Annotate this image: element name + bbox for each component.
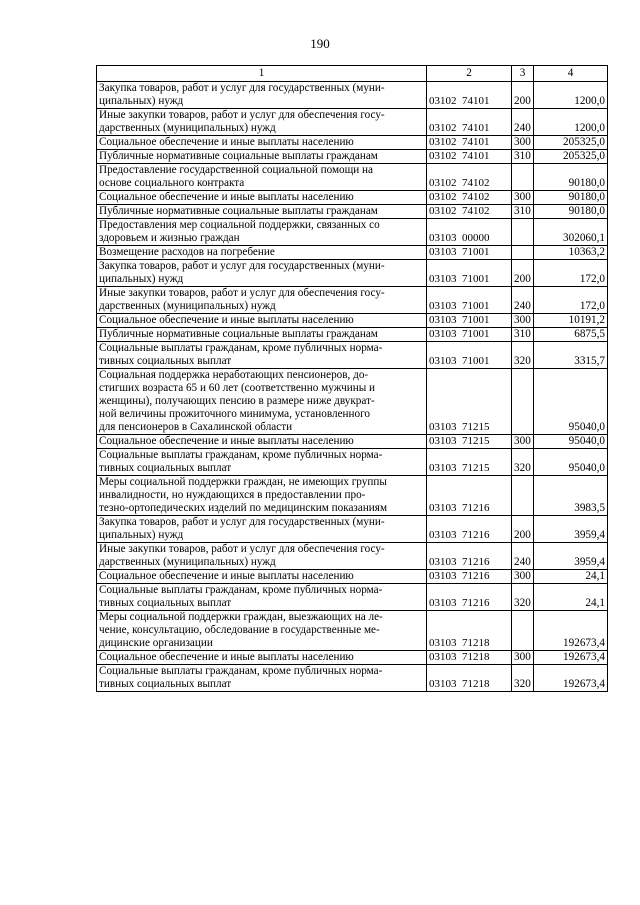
row-target-code: 03103 71001 [427, 314, 512, 328]
row-target-code: 03103 71215 [427, 435, 512, 449]
column-header-type: 3 [512, 66, 534, 82]
row-expense-type [512, 164, 534, 191]
row-target-code: 03103 71218 [427, 651, 512, 665]
row-name: Социальные выплаты гражданам, кроме публичных норма- тивных социальных выплат [97, 665, 427, 692]
table-row [97, 369, 608, 435]
table-row [97, 205, 608, 219]
row-expense-type [512, 611, 534, 651]
table-row [97, 584, 608, 611]
table-row [97, 191, 608, 205]
row-expense-type: 310 [512, 150, 534, 164]
row-target-code: 03103 71216 [427, 543, 512, 570]
row-expense-type: 240 [512, 109, 534, 136]
row-name: Социальное обеспечение и иные выплаты населению [97, 651, 427, 665]
row-target-code: 03102 74101 [427, 109, 512, 136]
table-row [97, 543, 608, 570]
table-row [97, 328, 608, 342]
row-sum: 6875,5 [534, 328, 608, 342]
row-target-code: 03103 71001 [427, 287, 512, 314]
row-sum: 90180,0 [534, 164, 608, 191]
row-sum: 90180,0 [534, 205, 608, 219]
row-target-code: 03103 71215 [427, 369, 512, 435]
row-expense-type: 320 [512, 584, 534, 611]
table-row [97, 246, 608, 260]
row-target-code: 03103 71001 [427, 342, 512, 369]
row-name: Меры социальной поддержки граждан, выезжающих на ле- чение, консультацию, обследование в государственные ме- дицинские организации [97, 611, 427, 651]
row-expense-type [512, 476, 534, 516]
row-target-code: 03102 74102 [427, 205, 512, 219]
row-sum: 3983,5 [534, 476, 608, 516]
row-target-code: 03103 71001 [427, 328, 512, 342]
row-name: Закупка товаров, работ и услуг для государственных (муни- ципальных) нужд [97, 516, 427, 543]
table-row [97, 476, 608, 516]
row-expense-type: 240 [512, 543, 534, 570]
row-expense-type [512, 369, 534, 435]
row-sum: 90180,0 [534, 191, 608, 205]
row-expense-type [512, 246, 534, 260]
row-expense-type: 200 [512, 82, 534, 109]
row-sum: 3959,4 [534, 543, 608, 570]
row-name: Иные закупки товаров, работ и услуг для обеспечения госу- дарственных (муниципальных) нужд [97, 109, 427, 136]
header-row [97, 66, 608, 82]
row-sum: 10363,2 [534, 246, 608, 260]
row-sum: 302060,1 [534, 219, 608, 246]
row-name: Социальное обеспечение и иные выплаты населению [97, 136, 427, 150]
row-sum: 24,1 [534, 584, 608, 611]
row-name: Меры социальной поддержки граждан, не имеющих группы инвалидности, но нуждающихся в предоставлении про- тезно-ортопедических изделий по медицинским показаниям [97, 476, 427, 516]
row-sum: 192673,4 [534, 665, 608, 692]
row-sum: 3315,7 [534, 342, 608, 369]
row-expense-type: 310 [512, 328, 534, 342]
row-expense-type: 200 [512, 516, 534, 543]
row-name: Публичные нормативные социальные выплаты гражданам [97, 150, 427, 164]
row-target-code: 03103 71215 [427, 449, 512, 476]
row-expense-type: 200 [512, 260, 534, 287]
row-sum: 205325,0 [534, 150, 608, 164]
row-expense-type: 240 [512, 287, 534, 314]
table-row [97, 435, 608, 449]
row-target-code: 03103 71001 [427, 260, 512, 287]
row-target-code: 03103 71001 [427, 246, 512, 260]
row-sum: 24,1 [534, 570, 608, 584]
table-row [97, 109, 608, 136]
row-name: Социальные выплаты гражданам, кроме публичных норма- тивных социальных выплат [97, 342, 427, 369]
row-expense-type [512, 219, 534, 246]
row-name: Закупка товаров, работ и услуг для государственных (муни- ципальных) нужд [97, 260, 427, 287]
row-target-code: 03102 74101 [427, 136, 512, 150]
row-expense-type: 300 [512, 136, 534, 150]
page-number: 190 [310, 36, 330, 51]
row-sum: 3959,4 [534, 516, 608, 543]
row-target-code: 03103 71216 [427, 476, 512, 516]
table-row [97, 164, 608, 191]
row-name: Социальное обеспечение и иные выплаты населению [97, 314, 427, 328]
row-sum: 10191,2 [534, 314, 608, 328]
row-sum: 95040,0 [534, 449, 608, 476]
row-sum: 95040,0 [534, 369, 608, 435]
table-row [97, 136, 608, 150]
table-row [97, 611, 608, 651]
table-row [97, 516, 608, 543]
table-row [97, 150, 608, 164]
row-name: Закупка товаров, работ и услуг для государственных (муни- ципальных) нужд [97, 82, 427, 109]
table-row [97, 287, 608, 314]
row-name: Социальное обеспечение и иные выплаты населению [97, 435, 427, 449]
row-sum: 192673,4 [534, 611, 608, 651]
column-header-name: 1 [97, 66, 427, 82]
row-target-code: 03103 71216 [427, 570, 512, 584]
row-name: Социальное обеспечение и иные выплаты населению [97, 570, 427, 584]
table-row [97, 314, 608, 328]
row-target-code: 03103 71218 [427, 665, 512, 692]
column-header-sum: 4 [534, 66, 608, 82]
row-expense-type: 300 [512, 651, 534, 665]
row-expense-type: 300 [512, 570, 534, 584]
row-target-code: 03103 71216 [427, 584, 512, 611]
row-target-code: 03103 71216 [427, 516, 512, 543]
row-sum: 1200,0 [534, 109, 608, 136]
column-header-code: 2 [427, 66, 512, 82]
table-row [97, 665, 608, 692]
row-target-code: 03102 74102 [427, 164, 512, 191]
table-row [97, 570, 608, 584]
table-row [97, 651, 608, 665]
table-row [97, 449, 608, 476]
row-target-code: 03102 74101 [427, 82, 512, 109]
row-name: Публичные нормативные социальные выплаты гражданам [97, 205, 427, 219]
row-name: Предоставление государственной социальной помощи на основе социального контракта [97, 164, 427, 191]
row-name: Иные закупки товаров, работ и услуг для обеспечения госу- дарственных (муниципальных) нужд [97, 287, 427, 314]
row-sum: 172,0 [534, 260, 608, 287]
row-expense-type: 320 [512, 342, 534, 369]
row-name: Публичные нормативные социальные выплаты гражданам [97, 328, 427, 342]
table-row [97, 342, 608, 369]
table-row [97, 82, 608, 109]
table-row [97, 260, 608, 287]
row-expense-type: 320 [512, 449, 534, 476]
row-sum: 1200,0 [534, 82, 608, 109]
row-name: Предоставления мер социальной поддержки, связанных со здоровьем и жизнью граждан [97, 219, 427, 246]
row-sum: 95040,0 [534, 435, 608, 449]
row-sum: 172,0 [534, 287, 608, 314]
row-expense-type: 310 [512, 205, 534, 219]
row-sum: 205325,0 [534, 136, 608, 150]
row-target-code: 03103 71218 [427, 611, 512, 651]
row-expense-type: 300 [512, 314, 534, 328]
row-name: Социальное обеспечение и иные выплаты населению [97, 191, 427, 205]
row-sum: 192673,4 [534, 651, 608, 665]
row-target-code: 03103 00000 [427, 219, 512, 246]
row-name: Социальные выплаты гражданам, кроме публичных норма- тивных социальных выплат [97, 584, 427, 611]
row-expense-type: 300 [512, 191, 534, 205]
row-name: Социальные выплаты гражданам, кроме публичных норма- тивных социальных выплат [97, 449, 427, 476]
row-name: Социальная поддержка неработающих пенсионеров, до- стигших возраста 65 и 60 лет (соответственно мужчины и женщины), получающих пенсию в размере ниже двукрат- ной величины прожиточного минимума, установленного для пенсионеров в Сахалинской области [97, 369, 427, 435]
row-target-code: 03102 74101 [427, 150, 512, 164]
row-expense-type: 300 [512, 435, 534, 449]
budget-table [96, 65, 608, 692]
row-name: Иные закупки товаров, работ и услуг для обеспечения госу- дарственных (муниципальных) нужд [97, 543, 427, 570]
table-row [97, 219, 608, 246]
row-expense-type: 320 [512, 665, 534, 692]
row-target-code: 03102 74102 [427, 191, 512, 205]
row-name: Возмещение расходов на погребение [97, 246, 427, 260]
